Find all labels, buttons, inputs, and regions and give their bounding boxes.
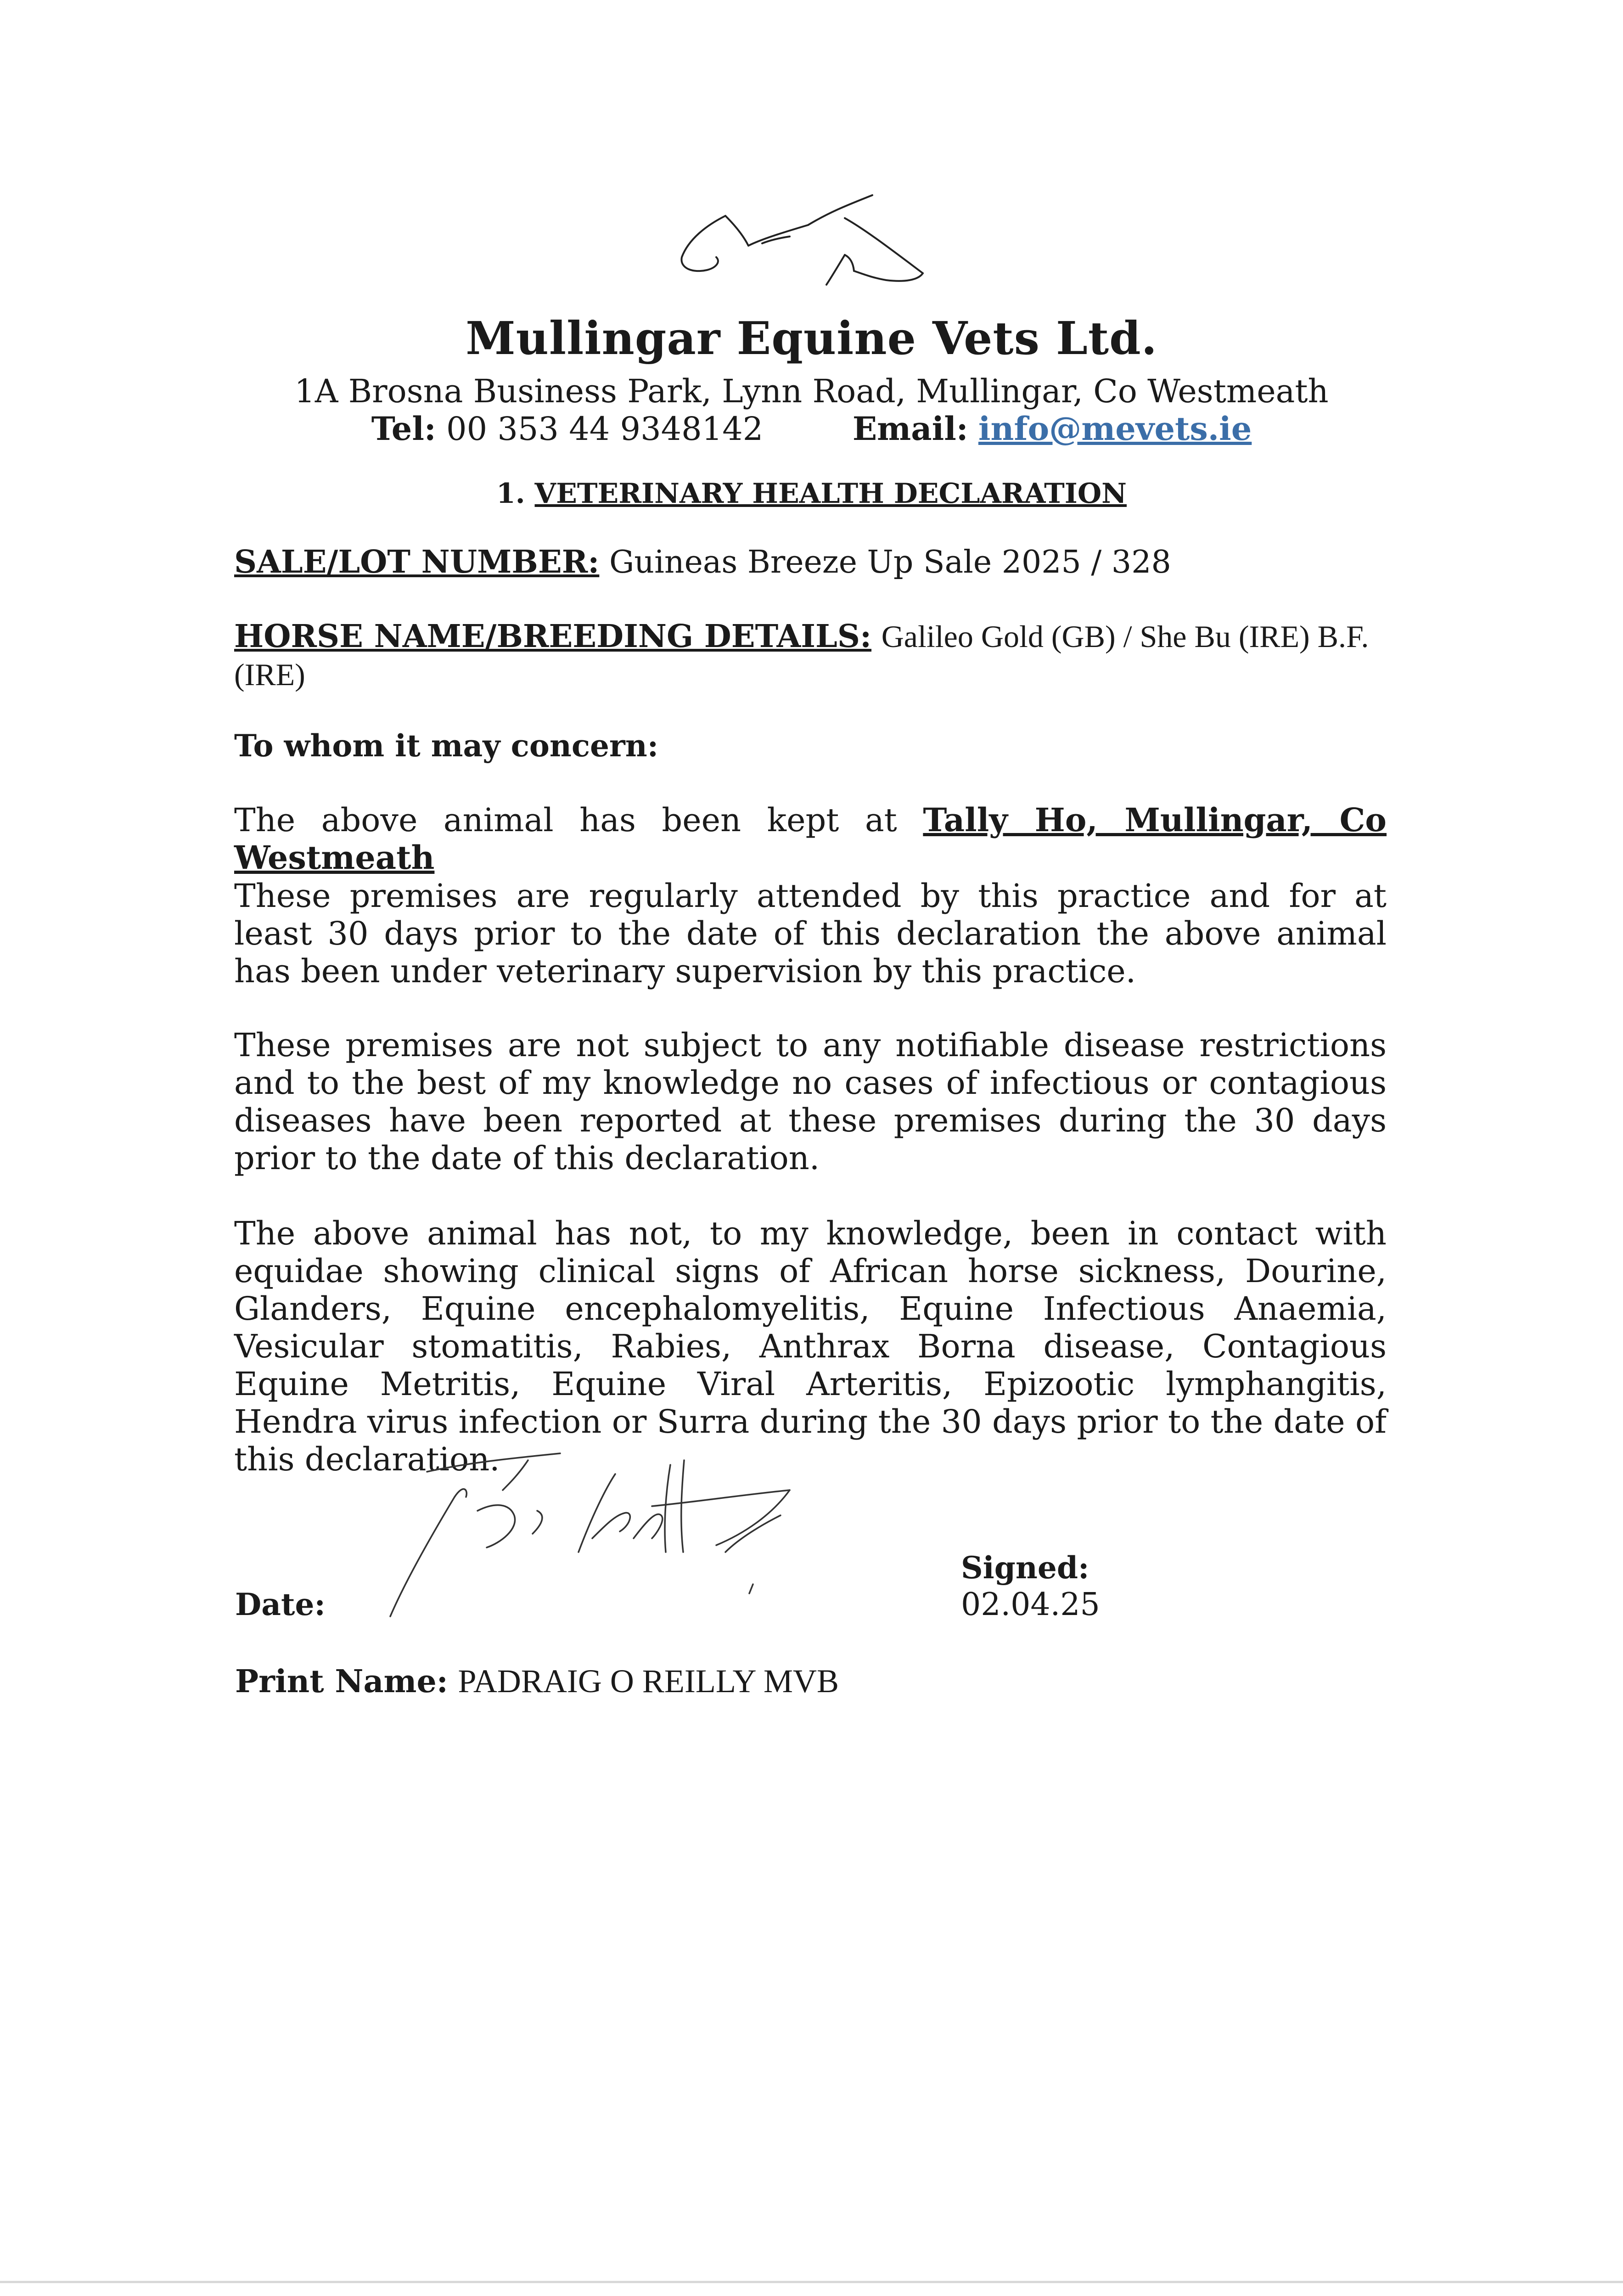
signature-icon xyxy=(376,1446,904,1626)
salutation: To whom it may concern: xyxy=(234,728,659,764)
disease-restrictions-paragraph: These premises are not subject to any notifiable disease restrictions and to the best of my knowledge no cases of infectious or contagious diseases have been reported at these premises during the 30 days prior to the date of this declaration. xyxy=(234,1026,1387,1177)
horse-details-label: HORSE NAME/BREEDING DETAILS: xyxy=(234,618,872,655)
title-text: VETERINARY HEALTH DECLARATION xyxy=(534,478,1127,510)
horse-logo-icon xyxy=(657,188,955,298)
sale-lot-value: Guineas Breeze Up Sale 2025 / 328 xyxy=(609,544,1171,580)
document-title xyxy=(0,478,1623,510)
supervision-paragraph: These premises are regularly attended by this practice and for at least 30 days prior to the date of this declaration the above animal has been under veterinary supervision by this practice. xyxy=(234,877,1387,990)
tel-value: 00 353 44 9348142 xyxy=(446,410,764,448)
premises-location: Tally Ho, Mullingar, Co Westmeath xyxy=(234,801,1387,877)
contact-line xyxy=(0,410,1623,448)
signed-date: 02.04.25 xyxy=(961,1587,1100,1623)
tel-label: Tel: xyxy=(371,410,436,448)
premises-paragraph xyxy=(234,801,1387,877)
print-name-label: Print Name: xyxy=(235,1663,448,1700)
horse-details-value: Galileo Gold (GB) / She Bu (IRE) B.F. (IRE) xyxy=(234,619,1369,692)
title-number: 1. xyxy=(496,478,525,510)
horse-details-row xyxy=(234,618,1387,694)
email-link[interactable]: info@mevets.ie xyxy=(978,410,1252,448)
page-bottom-edge xyxy=(0,2281,1623,2283)
kept-text: The above animal has been kept at xyxy=(234,801,897,839)
signed-label: Signed: xyxy=(961,1550,1089,1586)
sale-lot-label: SALE/LOT NUMBER: xyxy=(234,544,600,580)
sale-lot-row xyxy=(234,543,1387,581)
print-name-value: PADRAIG O REILLY MVB xyxy=(458,1663,839,1699)
company-address: 1A Brosna Business Park, Lynn Road, Mullingar, Co Westmeath xyxy=(294,372,1329,410)
contact-diseases-paragraph: The above animal has not, to my knowledge, been in contact with equidae showing clinical signs of African horse sickness, Dourine, Glanders, Equine encephalomyelitis, Equine Infectious Anaemia, Vesicular stomatitis, Rabies, Anthrax Borna disease, Contagious Equine Metritis, Equine Viral Arteritis, Epizootic lymphangitis, Hendra virus infection or Surra during the 30 days prior to the date of this declaration. xyxy=(234,1215,1387,1478)
print-name-row xyxy=(235,1662,839,1700)
date-label: Date: xyxy=(235,1587,326,1622)
company-name: Mullingar Equine Vets Ltd. xyxy=(466,312,1157,365)
email-label: Email: xyxy=(852,410,968,448)
